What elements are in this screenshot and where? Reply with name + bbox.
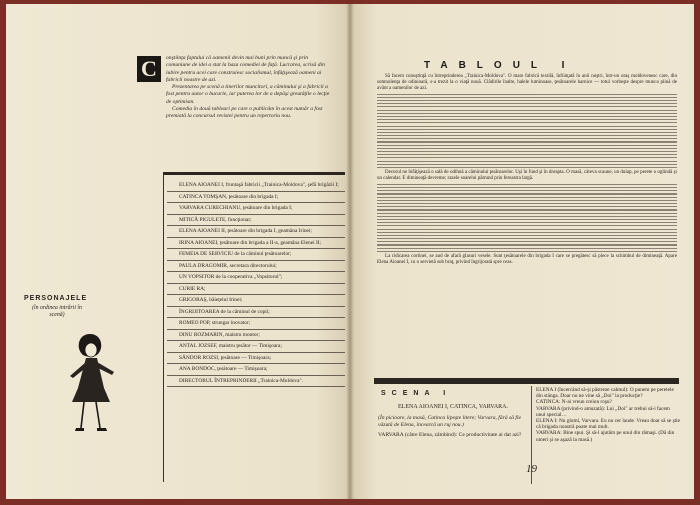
dialogue-line: VARVARA (către Elena, zâmbind): Ce productivitate ai dat azi? <box>378 431 522 438</box>
cast-item: VARVARA CURECHIANU, ţesătoare din brigada I; <box>167 203 345 215</box>
scene-cast: ELENA AIOANEI I, CATINCA, VARVARA. <box>397 404 509 410</box>
drop-cap: C <box>137 56 161 82</box>
cast-item: ROMEO POP, strungar inovator; <box>167 318 345 330</box>
cast-vertical-rule <box>163 174 164 482</box>
cast-item: ANTAL JOZSEF, maistru ţesător — Timişoara; <box>167 341 345 353</box>
scene-right-column <box>536 387 680 443</box>
cast-item: CATINCA TOMŞAN, ţesătoare din brigada I; <box>167 192 345 204</box>
cast-item: SĂNDOR ROZSI, ţesătoare — Timişoara; <box>167 353 345 365</box>
dialogue-line: CATINCA: N-ai vreun creion roşu? <box>536 399 612 406</box>
book-spread <box>6 4 694 499</box>
body-paragraph-3: La ridicarea cortinei, se aud de afară glasuri vesele. Sunt ţesătoarele din brigada I care se pregătesc să plece la schimbul de dimineaţă. Apare Elena Aioanei I, cu o servietă sub braţ, privind îngrijorată spre ceas. <box>377 254 677 265</box>
personajele-subheading: (în ordinea intrării în scenă) <box>32 305 82 318</box>
dialogue-line: VARVARA: Bine spui. Şi să-l ajutăm pe unul din rămaşi. (Dă din umeri şi se aşază la masă.) <box>536 430 675 443</box>
dialogue-line: ELENA I: Nu glumi, Varvara. Eu nu cer laude. Vreau doar să se ştie că brigada noastră poate mai mult. <box>536 418 680 431</box>
intro-paragraph-2: Prezentarea pe scenă a tinerilor muncitori, a căminului şi a fabricii a fost pentru autor o bucurie, iar puterea lor de a depăşi greutăţile o lecţie de optimism. <box>166 84 330 105</box>
page-number: 19 <box>526 463 537 475</box>
cast-item: ELENA AIOANEI I, fruntaşă fabricii „Trainica-Moldova", şefă brigăzii I; <box>167 180 345 192</box>
cast-item: ANA BONDOC, ţesătoare — Timişoara; <box>167 364 345 376</box>
cast-item: ÎNGRIJITOAREA de la căminul de copii; <box>167 307 345 319</box>
stage-direction: (În picioare, la masă, Catinca lipeşte litere; Varvara, fără să fie văzută de Elena, încearcă un ruj nou.) <box>378 414 521 428</box>
intro-paragraph-1: onştiinţa faptului că oamenii devin mai buni prin muncă şi prin comuniune de idei a stat la baza comediei de faţă. Lucrarea, scrisă din iubire pentru acei care construiesc socialismul, înfăţişează oameni ai fabricii noastre de azi. <box>166 55 325 83</box>
cast-top-rule <box>163 172 345 175</box>
cast-item: DIRECTORUL ÎNTREPRINDERII „Trainica-Moldova". <box>167 376 345 388</box>
right-page-body <box>377 74 677 266</box>
cast-item: UN VOPSITOR de la cooperativa „Vopsitorul"; <box>167 272 345 284</box>
cast-item: CURIE RA; <box>167 284 345 296</box>
cast-item: FEMEIA DE SERVICIU de la căminul ţesătoarelor; <box>167 249 345 261</box>
scene-rule <box>374 378 679 384</box>
intro-paragraph-3: Comedia în două tablouri pe care o publicăm în acest număr a fost premiată la concursul revistei pentru un repertoriu nou. <box>166 106 323 120</box>
left-page <box>6 4 350 499</box>
text-lines-block <box>377 94 677 168</box>
dialogue-line: VARVARA (privind-o amuzată): Lui „Doi" ar trebui să-i facem unul special… <box>536 405 670 418</box>
tablou-title: TABLOUL I <box>424 60 576 71</box>
body-paragraph-2: Decorul ne înfăţişează o sală de odihnă a căminului ţesătoarelor. Uşi în fund şi în dreapta. O masă, câteva scaune, un dulap, pe perete o oglindă şi un calendar. E dimineaţă devreme; razele soarelui pătrund prin fereastra largă. <box>377 170 677 181</box>
scene-left-column <box>378 404 528 439</box>
cast-item: MITICĂ PIGULETE, funcţionar; <box>167 215 345 227</box>
cast-item: GRIGORAŞ, băieţelul Irinei; <box>167 295 345 307</box>
dialogue-line: ELENA I (încercând să-şi păstreze calmul): O punem pe peretele din stânga. Doar nu ne vine să „Doi" la producţie? <box>536 387 674 400</box>
cast-item: ELENA AIOANEI II, ţesătoare din brigada I, geamăna Irinei; <box>167 226 345 238</box>
personajele-heading: PERSONAJELE <box>24 295 88 302</box>
scene-title: SCENA I <box>381 390 452 397</box>
cast-list <box>167 180 345 387</box>
cast-item: DINU ROZMARIN, maistru montor; <box>167 330 345 342</box>
cast-item: PAULA DRAGOMIR, secretara directorului; <box>167 261 345 273</box>
cast-item: IRINA AIOANEI, ţesătoare din brigada a II-a, geamăna Elenei II; <box>167 238 345 250</box>
woman-illustration <box>64 330 124 434</box>
text-lines-block <box>377 184 677 252</box>
body-paragraph-1: Să facem cunoştinţă cu întreprinderea „Trainica-Moldova". O mare fabrică textilă, înfiinţată în anii noştri, într-un oraş moldovenesc care, din somnolenţa de odinioară, s-a trezit la o viaţă nouă. Clădirile înalte, halele luminoase, ţesătoarele harnice — totul vorbeşte despre munca plină de avânt a oamenilor de azi. <box>377 74 677 91</box>
intro-text <box>166 55 331 121</box>
book-gutter <box>346 4 354 499</box>
